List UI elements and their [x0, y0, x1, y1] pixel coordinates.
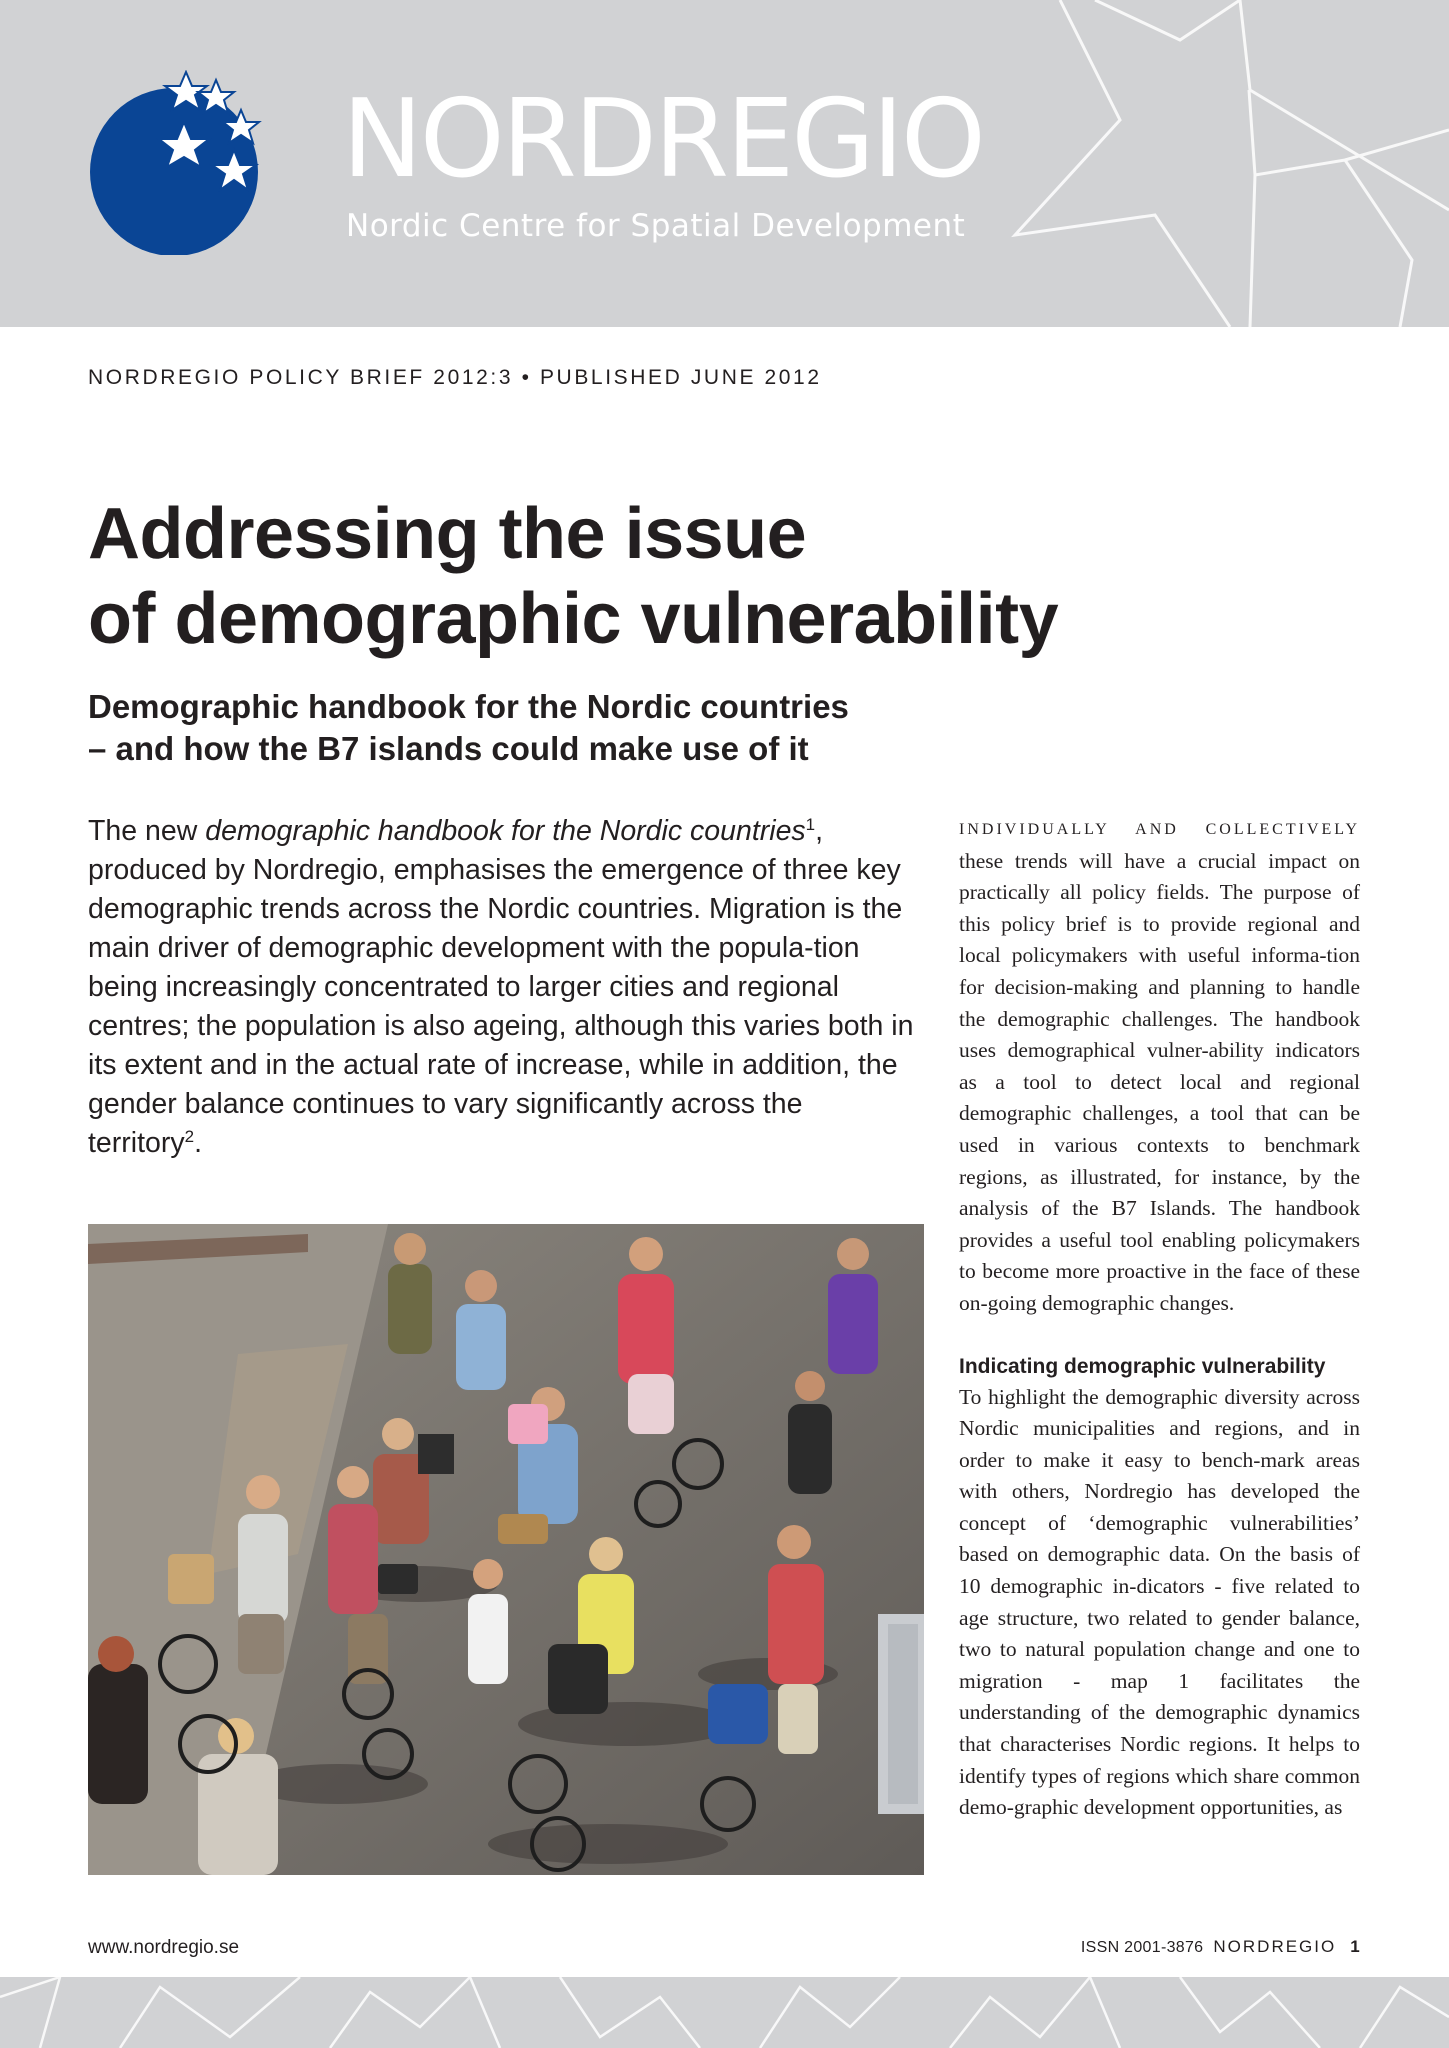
- right-column-paragraph-1: [959, 812, 1360, 1320]
- cyclists-photo: [88, 1224, 924, 1875]
- policy-brief-series-line: NORDREGIO POLICY BRIEF 2012:3 • PUBLISHED JUNE 2012: [88, 366, 822, 389]
- footer-band: [0, 1977, 1449, 2048]
- page-subtitle: [88, 686, 988, 770]
- right-column-text: [959, 812, 1360, 1824]
- lead-handbook-title: demographic handbook for the Nordic countries: [205, 815, 806, 847]
- lead-paragraph: [88, 812, 918, 1163]
- page-title: [88, 492, 1288, 662]
- page-number: 1: [1350, 1937, 1360, 1956]
- website-link[interactable]: www.nordregio.se: [88, 1937, 240, 1958]
- lead-suffix: .: [194, 1127, 202, 1159]
- lead-prefix: The new: [88, 815, 206, 847]
- cyclists-photo-illustration: [88, 1224, 924, 1875]
- right-column-paragraph-2: To highlight the demographic diversity across Nordic municipalities and regions, and in order to make it easy to bench-mark areas with others, Nordregio has developed the concept of ‘demographic vulnerabilities’ based on demographic data. On the basis of 10 demographic in-dicators - five related to age structure, two related to gender balance, two to natural population change and one to migration - map 1 facilitates the understanding of the demographic dynamics that characterises Nordic regions. It helps to identify types of regions which share common demo-graphic development opportunities, as: [959, 1384, 1360, 1820]
- title-line-1: Addressing the issue: [88, 494, 807, 574]
- nordregio-logo-icon: [86, 70, 266, 255]
- subtitle-line-1: Demographic handbook for the Nordic countries: [88, 688, 849, 725]
- paragraph-lead-in: INDIVIDUALLY AND COLLECTIVELY: [959, 821, 1360, 838]
- header-band: [0, 0, 1449, 327]
- footer-brand: NORDREGIO: [1213, 1937, 1337, 1956]
- decorative-star-pattern: [0, 1977, 1449, 2048]
- nordregio-tagline: Nordic Centre for Spatial Development: [346, 208, 966, 244]
- footer-issn-page: [1081, 1937, 1360, 1957]
- footnote-ref-2: 2: [184, 1127, 195, 1146]
- lead-body: , produced by Nordregio, emphasises the emergence of three key demographic trends across the Nordic countries. Migration is the main driver of demographic development with the popula-tion being increasingly concentrated to larger cities and regional centres; the population is also ageing, although this varies both in its extent and in the actual rate of increase, while in addition, the gender balance continues to vary significantly across the territory: [88, 815, 914, 1159]
- section-heading: Indicating demographic vulnerability: [959, 1354, 1326, 1378]
- title-line-2: of demographic vulnerability: [88, 579, 1059, 659]
- nordregio-wordmark: NORDREGIO: [342, 77, 983, 202]
- subtitle-line-2: – and how the B7 islands could make use of it: [88, 730, 809, 767]
- footnote-ref-1: 1: [805, 815, 816, 834]
- paragraph-1-body: these trends will have a crucial impact on practically all policy fields. The purpose of this policy brief is to provide regional and local policymakers with useful informa-tion for decision-making and planning to handle the demographic challenges. The handbook uses demographical vulner-ability indicators as a tool to detect local and regional demographic challenges, a tool that can be used in various contexts to benchmark regions, as illustrated, for instance, by the analysis of the B7 Islands. The handbook provides a useful tool enabling policymakers to become more proactive in the face of these on-going demographic changes.: [959, 848, 1360, 1315]
- issn-number: ISSN 2001-3876: [1080, 1939, 1204, 1956]
